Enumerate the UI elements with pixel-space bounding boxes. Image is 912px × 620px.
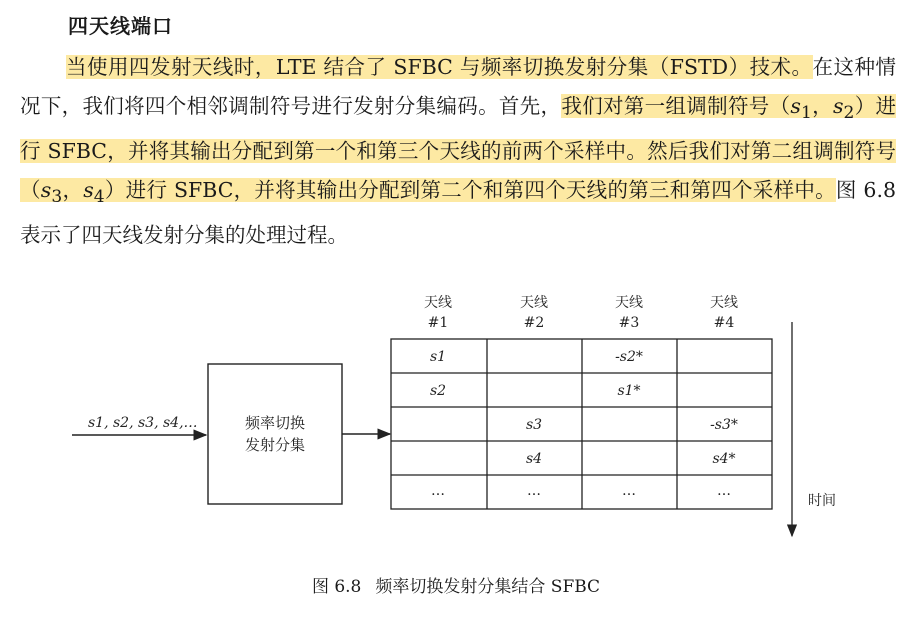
symbol-comma-1: ， — [811, 93, 833, 118]
cell-r3-c4: -s3* — [710, 417, 738, 433]
symbol-s1: s — [790, 93, 801, 118]
subscript-3: 3 — [51, 186, 63, 207]
cell-r5-c3: … — [622, 483, 636, 499]
highlight-1: 当使用四发射天线时，LTE 结合了 SFBC 与频率切换发射分集（FSTD）技术。 — [66, 55, 813, 79]
grid-cells — [430, 349, 738, 499]
highlight-2-text-a: 我们对第一组调制符号（ — [561, 93, 791, 118]
subscript-2: 2 — [843, 102, 855, 123]
figure-caption — [0, 572, 912, 597]
cell-r2-c1: s2 — [429, 383, 447, 399]
input-sequence-label: s1, s2, s3, s4,… — [88, 415, 198, 431]
cell-r5-c1: … — [431, 483, 445, 499]
highlight-2-text-c: 然后我们对第二组调制符号（ — [20, 139, 897, 202]
cell-r1-c3: -s2* — [615, 349, 643, 365]
cell-r3-c2: s3 — [525, 417, 543, 433]
antenna-1-num: #1 — [427, 315, 449, 331]
fstd-block-line1: 频率切换 — [244, 414, 306, 432]
antenna-2-name: 天线 — [520, 295, 548, 311]
paragraph-text-4: 图 6.8 表示了四天线发射分集的处理过程。 — [20, 177, 897, 248]
cell-r4-c4: s4* — [712, 451, 736, 467]
caption-number: 图 6.8 — [311, 577, 362, 597]
fstd-block — [208, 364, 342, 504]
symbol-s4: s — [83, 177, 94, 202]
antenna-3-name: 天线 — [615, 295, 643, 311]
antenna-4-name: 天线 — [710, 295, 738, 311]
section-heading: 四天线端口 — [68, 14, 173, 38]
paragraph-text-2: 在这种情况下，我们将四个相邻调制符号进行发射分集编码。首先， — [20, 55, 896, 118]
symbol-comma-2: ， — [62, 177, 84, 202]
highlight-2-text-d: ）进行 SFBC，并将其输出分配到第二个和第四个天线的第三和第四个采样中。 — [104, 177, 836, 202]
time-axis-label: 时间 — [808, 493, 836, 509]
cell-r5-c2: … — [527, 483, 541, 499]
cell-r2-c3: s1* — [617, 383, 641, 399]
symbol-s3: s — [40, 177, 52, 202]
symbol-s2: s — [832, 93, 844, 118]
antenna-2-num: #2 — [523, 315, 545, 331]
caption-text: 频率切换发射分集结合 SFBC — [375, 577, 601, 597]
cell-r5-c4: … — [717, 483, 731, 499]
antenna-1-name: 天线 — [424, 295, 452, 311]
cell-r4-c2: s4 — [525, 451, 543, 467]
fstd-block-line2: 发射分集 — [244, 436, 306, 454]
highlight-2-text-b: ）进行 SFBC，并将其输出分配到第一个和第三个天线的前两个采样中。 — [20, 93, 897, 164]
antenna-4-num: #4 — [713, 315, 735, 331]
antenna-headers — [424, 294, 738, 331]
antenna-3-num: #3 — [618, 315, 640, 331]
cell-r1-c1: s1 — [429, 349, 447, 365]
subscript-1: 1 — [800, 102, 812, 123]
subscript-4: 4 — [93, 186, 105, 207]
